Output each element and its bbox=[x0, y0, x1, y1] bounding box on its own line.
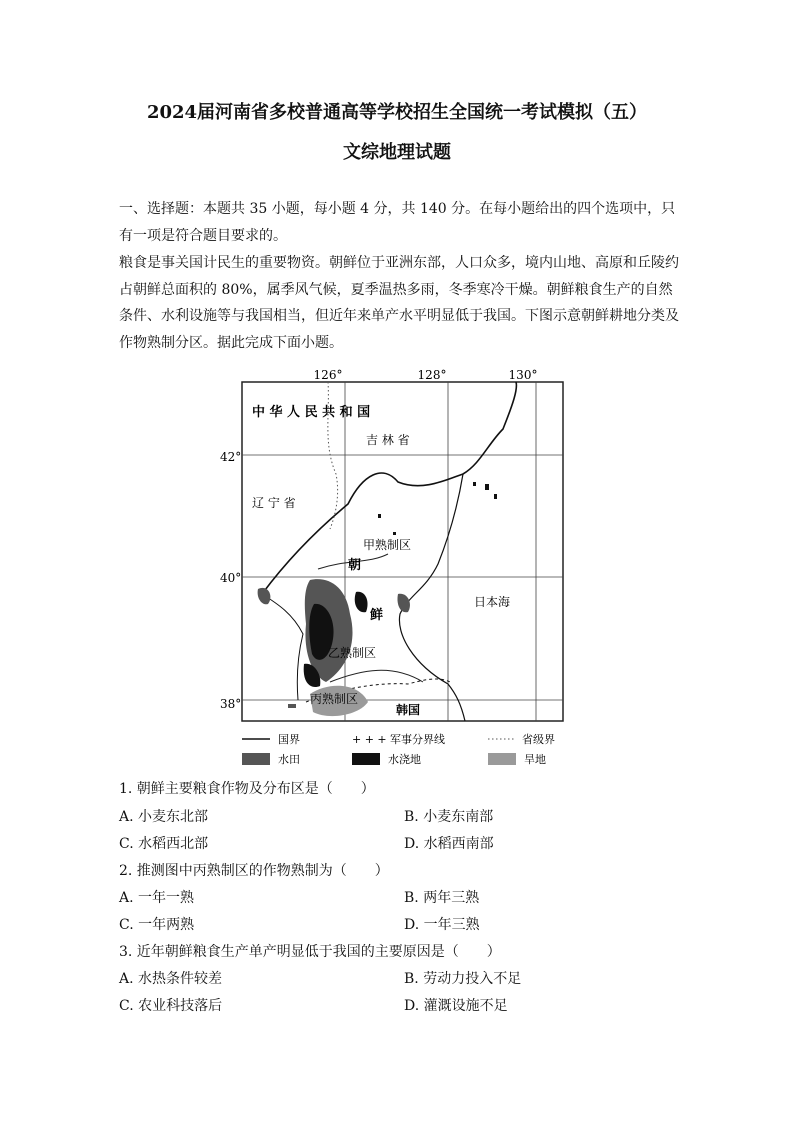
label-zone-b: 乙熟制区 bbox=[328, 646, 377, 660]
lon-label: 130° bbox=[508, 368, 538, 382]
section-instructions: 一、选择题：本题共 35 小题，每小题 4 分，共 140 分。在每小题给出的四个选项中，只有一项是符合题目要求的。 bbox=[119, 201, 676, 244]
question-1-stem: 1. 朝鲜主要粮食作物及分布区是（ ） bbox=[119, 781, 375, 797]
paper-subtitle: 文综地理试题 bbox=[343, 142, 451, 163]
question-1-option-b[interactable]: B. 小麦东南部 bbox=[404, 809, 494, 825]
legend-irrigated-swatch bbox=[352, 753, 380, 765]
lat-label: 40° bbox=[220, 571, 242, 585]
lon-label: 128° bbox=[417, 368, 447, 382]
legend-border-label: 国界 bbox=[278, 733, 300, 746]
question-2-option-a[interactable]: A. 一年一熟 bbox=[119, 890, 195, 906]
question-1-option-c[interactable]: C. 水稻西北部 bbox=[119, 836, 209, 852]
zone-boundary bbox=[330, 670, 423, 682]
paper-title: 2024届河南省多校普通高等学校招生全国统一考试模拟（五） bbox=[146, 102, 648, 123]
farmland-patches bbox=[258, 482, 497, 716]
lon-label: 126° bbox=[313, 368, 343, 382]
question-3-option-d[interactable]: D. 灌溉设施不足 bbox=[404, 998, 508, 1014]
question-1-option-a[interactable]: A. 小麦东北部 bbox=[119, 809, 209, 825]
label-chao: 朝 bbox=[348, 558, 362, 573]
question-1-option-d[interactable]: D. 水稻西南部 bbox=[404, 836, 494, 852]
label-liaoning: 辽 宁 省 bbox=[252, 496, 296, 510]
question-3-stem: 3. 近年朝鲜粮食生产单产明显低于我国的主要原因是（ ） bbox=[119, 944, 501, 960]
lat-label: 42° bbox=[220, 450, 242, 464]
question-3-option-c[interactable]: C. 农业科技落后 bbox=[119, 998, 223, 1014]
legend-military-label: 军事分界线 bbox=[390, 733, 445, 746]
legend-dryland-swatch bbox=[488, 753, 516, 765]
label-china: 中 华 人 民 共 和 国 bbox=[252, 405, 371, 420]
lat-label: 38° bbox=[220, 697, 242, 711]
map-legend bbox=[242, 732, 555, 766]
legend-dryland-label: 旱地 bbox=[524, 753, 546, 766]
question-3-option-b[interactable]: B. 劳动力投入不足 bbox=[404, 971, 522, 987]
legend-military-symbol: + + + bbox=[352, 733, 387, 746]
legend-paddy-label: 水田 bbox=[278, 753, 300, 766]
label-sea: 日本海 bbox=[474, 595, 511, 609]
label-korea: 韩国 bbox=[396, 703, 421, 717]
label-zone-c: 丙熟制区 bbox=[310, 692, 359, 706]
question-2-stem: 2. 推测图中丙熟制区的作物熟制为（ ） bbox=[119, 863, 389, 879]
question-2-option-b[interactable]: B. 两年三熟 bbox=[404, 890, 480, 906]
legend-irrigated-label: 水浇地 bbox=[388, 753, 421, 766]
question-2-option-d[interactable]: D. 一年三熟 bbox=[404, 917, 480, 933]
korea-farmland-map bbox=[218, 364, 568, 774]
legend-paddy-swatch bbox=[242, 753, 270, 765]
label-zone-a: 甲熟制区 bbox=[363, 538, 412, 552]
coastline bbox=[399, 474, 465, 721]
label-xian: 鲜 bbox=[370, 608, 384, 623]
question-3-option-a[interactable]: A. 水热条件较差 bbox=[119, 971, 223, 987]
reading-passage: 粮食是事关国计民生的重要物资。朝鲜位于亚洲东部，人口众多，境内山地、高原和丘陵约占朝鲜总面积的 80%，属季风气候，夏季温热多雨，冬季寒冷干燥。朝鲜粮食生产的自然条件、水利设施等与我国相当，但近年来单产水平明显低于我国。下图示意朝鲜耕地分类及作物熟制分区。据此完成下面小题。 bbox=[119, 255, 679, 351]
question-2-option-c[interactable]: C. 一年两熟 bbox=[119, 917, 195, 933]
coastline-west bbox=[262, 594, 303, 700]
legend-province-label: 省级界 bbox=[522, 733, 555, 746]
label-jilin: 吉 林 省 bbox=[366, 433, 410, 447]
